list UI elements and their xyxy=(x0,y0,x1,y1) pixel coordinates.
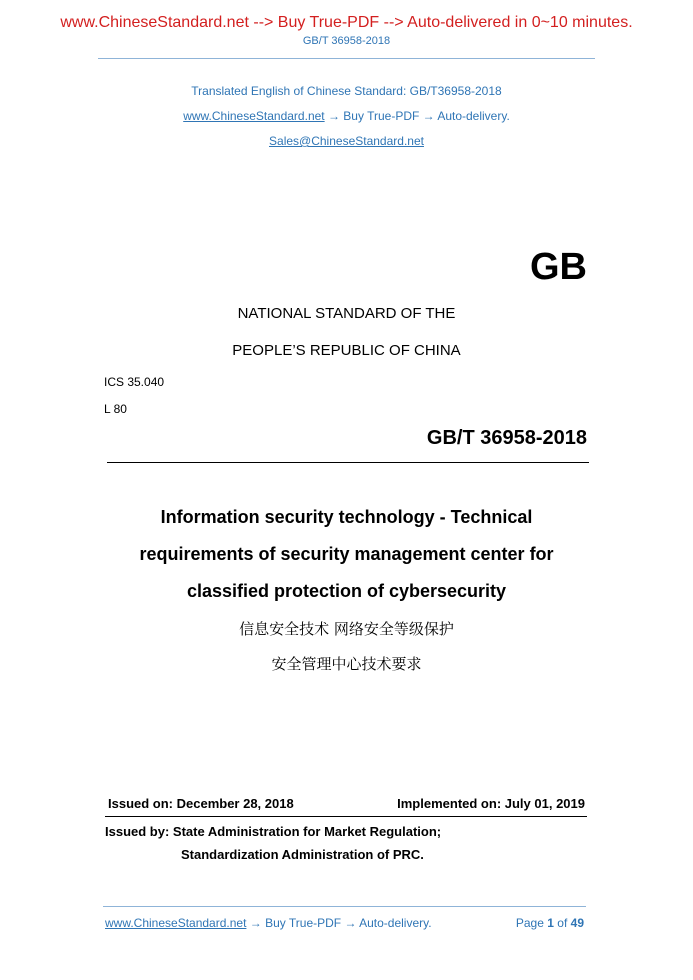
ccs-code: L 80 xyxy=(104,402,127,416)
chinese-title-line-1: 信息安全技术 网络安全等级保护 xyxy=(239,620,454,638)
header-divider xyxy=(98,58,595,59)
issued-by-line1: Issued by: State Administration for Market Regulation; xyxy=(105,824,442,839)
issued-by-line2: Standardization Administration of PRC. xyxy=(181,847,424,862)
title-line-3: classified protection of cybersecurity xyxy=(186,581,507,601)
page-total: 49 xyxy=(570,916,584,930)
gb-mark: GB xyxy=(530,246,587,288)
translation-link-line xyxy=(0,109,693,123)
site-link-suffix: → Buy True-PDF → Auto-delivery. xyxy=(324,109,510,123)
sales-email-link[interactable]: Sales@ChineseStandard.net xyxy=(269,134,424,148)
issued-on-date: Issued on: December 28, 2018 xyxy=(108,796,294,811)
footer-site-link[interactable]: www.ChineseStandard.net xyxy=(105,916,247,930)
national-standard-line1: NATIONAL STANDARD OF THE xyxy=(237,305,456,322)
header-standard-number: GB/T 36958-2018 xyxy=(302,35,391,47)
national-standard-line2: PEOPLE’S REPUBLIC OF CHINA xyxy=(232,342,461,359)
page-label: Page xyxy=(515,916,544,930)
chinese-title-line-2: 安全管理中心技术要求 xyxy=(271,655,422,673)
translation-notice: Translated English of Chinese Standard: GB/T36958-2018 xyxy=(191,84,502,98)
title-line-1: Information security technology - Technical xyxy=(160,507,533,527)
footer-divider xyxy=(103,906,586,907)
sales-email-line xyxy=(0,134,693,148)
top-banner[interactable]: www.ChineseStandard.net --> Buy True-PDF --> Auto-delivered in 0~10 minutes. xyxy=(60,14,633,31)
ics-code: ICS 35.040 xyxy=(104,375,165,389)
title-line-2: requirements of security management center for xyxy=(139,544,554,564)
implemented-on-date: Implemented on: July 01, 2019 xyxy=(397,796,585,811)
footer-link-line xyxy=(105,916,432,930)
title-divider xyxy=(107,462,589,463)
page-indicator xyxy=(516,916,584,930)
dates-divider xyxy=(105,816,587,817)
footer-link-suffix: → Buy True-PDF → Auto-delivery. xyxy=(246,916,432,930)
page-of: of xyxy=(557,916,568,930)
page-current: 1 xyxy=(547,916,554,930)
site-link[interactable]: www.ChineseStandard.net xyxy=(183,109,325,123)
standard-number: GB/T 36958-2018 xyxy=(426,427,587,449)
